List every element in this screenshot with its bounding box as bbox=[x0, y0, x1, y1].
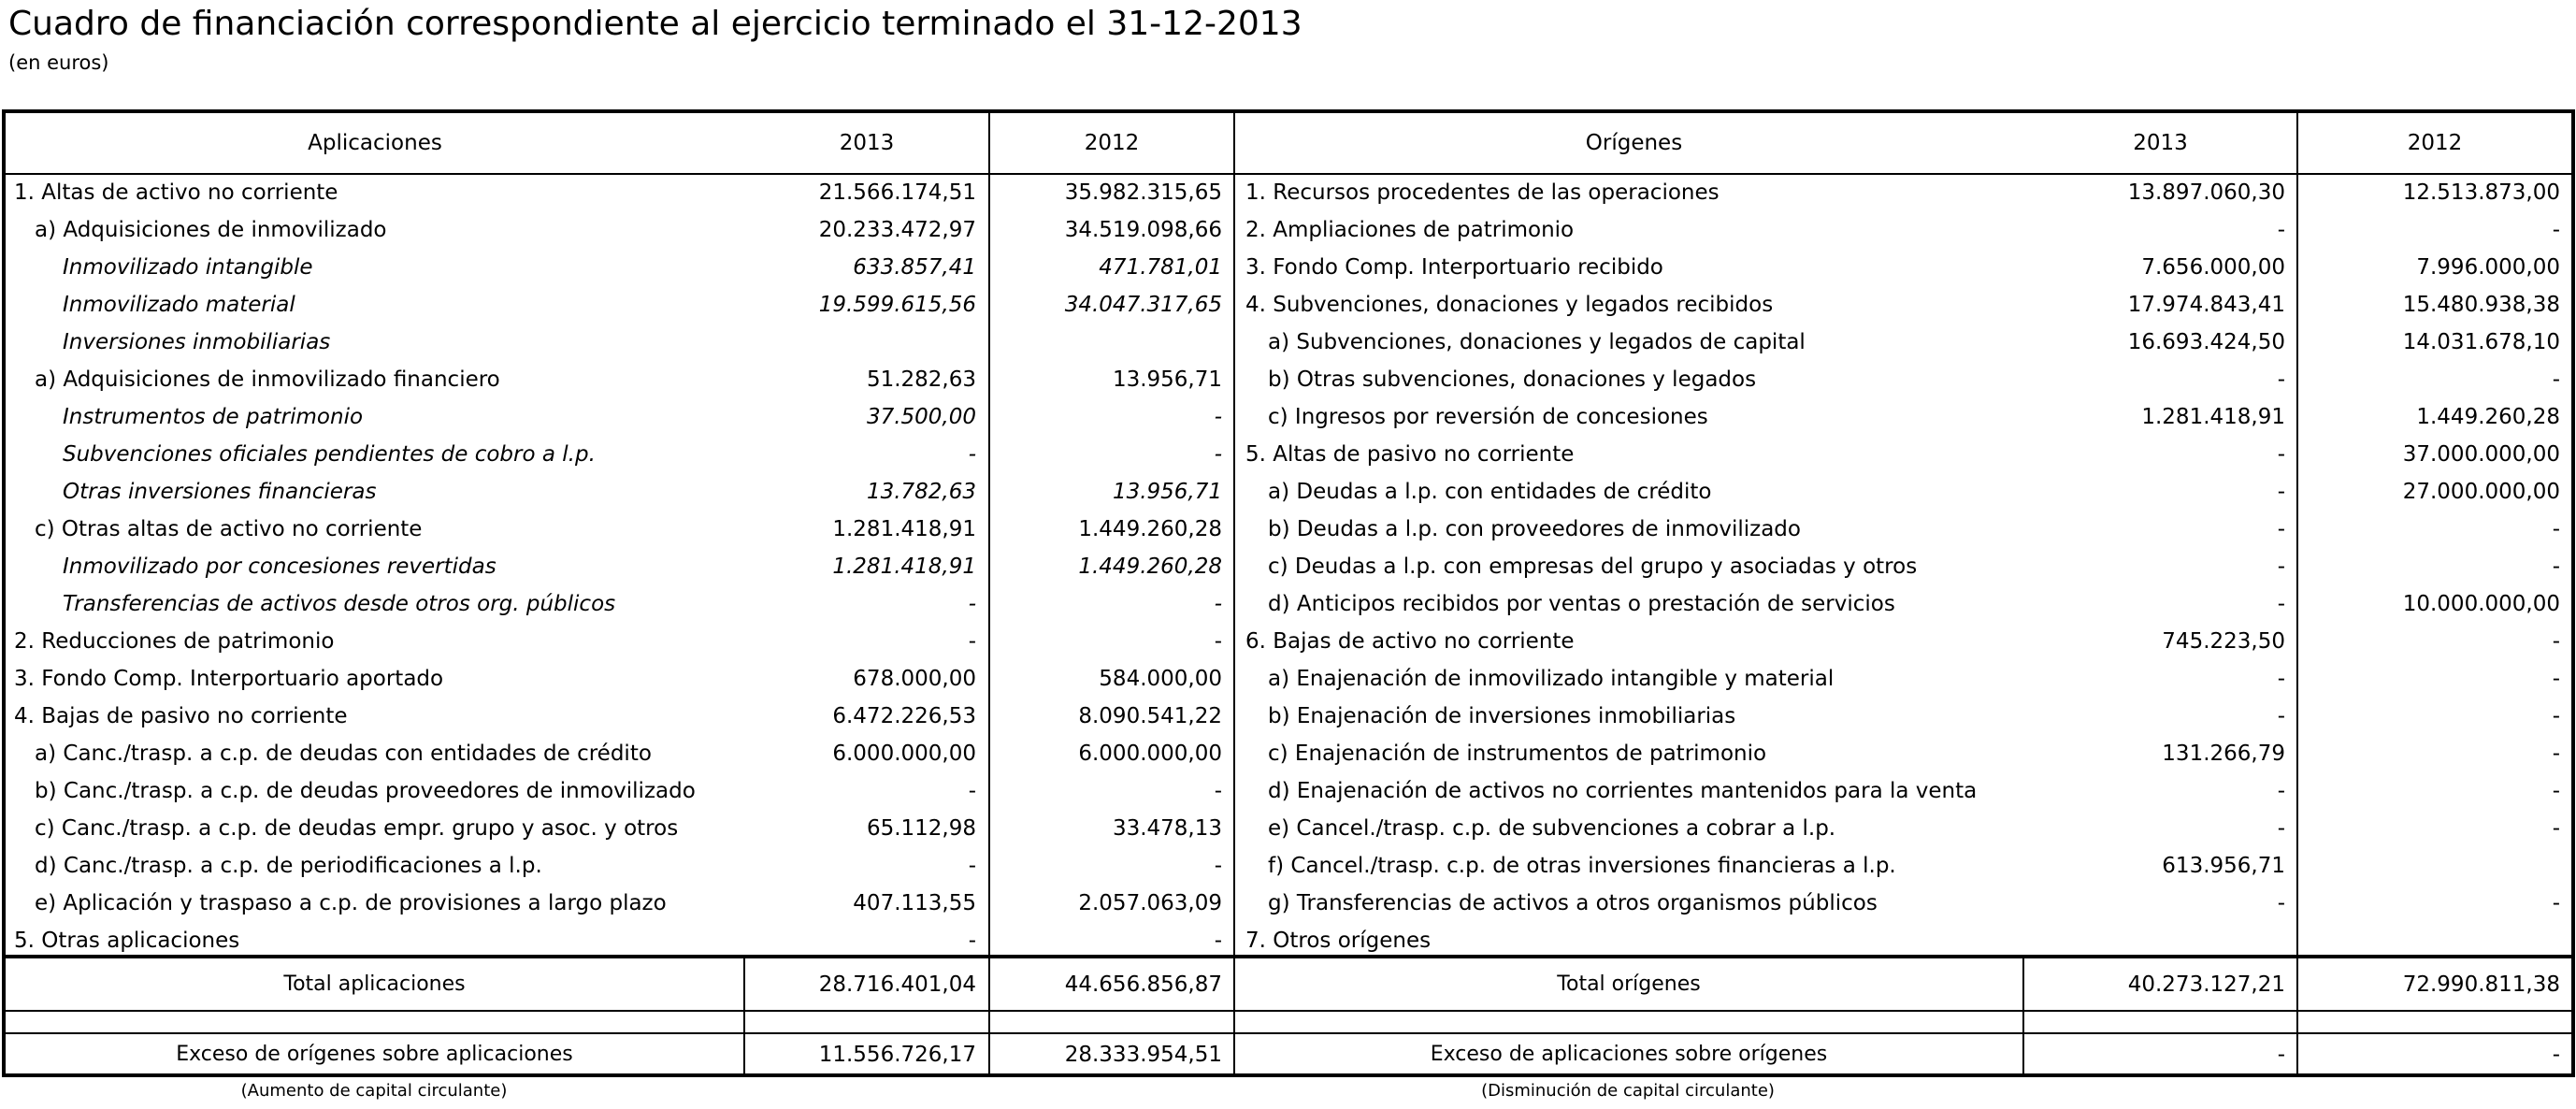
aplicaciones-row-2013: 1.281.418,91 bbox=[832, 554, 976, 579]
aplicaciones-row-label: 2. Reducciones de patrimonio bbox=[14, 629, 335, 654]
origenes-row-2013: 16.693.424,50 bbox=[2127, 330, 2285, 354]
aplicaciones-row-label: b) Canc./trasp. a c.p. de deudas proveedores de inmovilizado bbox=[35, 779, 696, 803]
origenes-row-label: g) Transferencias de activos a otros organismos públicos bbox=[1268, 891, 1878, 915]
aplicaciones-row-2012: 8.090.541,22 bbox=[1078, 704, 1222, 728]
total-aplicaciones-2012: 44.656.856,87 bbox=[1064, 972, 1222, 997]
origenes-row-label: a) Enajenación de inmovilizado intangible y material bbox=[1268, 667, 1835, 691]
origenes-row-2013: - bbox=[2277, 592, 2285, 616]
origenes-row-label: a) Deudas a l.p. con entidades de crédito bbox=[1268, 480, 1712, 504]
header-apl-2013: 2013 bbox=[839, 131, 895, 155]
origenes-row-2012: - bbox=[2552, 779, 2560, 803]
header-org-2013: 2013 bbox=[2133, 131, 2188, 155]
origenes-row-2013: 13.897.060,30 bbox=[2127, 180, 2285, 205]
aplicaciones-row-2013: - bbox=[968, 629, 976, 654]
aplicaciones-row-2013: 6.472.226,53 bbox=[832, 704, 976, 728]
origenes-row-2012: - bbox=[2552, 667, 2560, 691]
aplicaciones-row-2012: - bbox=[1214, 929, 1222, 953]
origenes-row-2012: 10.000.000,00 bbox=[2402, 592, 2560, 616]
origenes-row-label: d) Anticipos recibidos por ventas o prestación de servicios bbox=[1268, 592, 1895, 616]
origenes-row-2012: - bbox=[2552, 367, 2560, 392]
origenes-row-2013: - bbox=[2277, 517, 2285, 541]
origenes-row-2013: 131.266,79 bbox=[2162, 742, 2285, 766]
aplicaciones-row-2013: - bbox=[968, 592, 976, 616]
origenes-row-2013: - bbox=[2277, 218, 2285, 242]
aplicaciones-row-2012: - bbox=[1214, 854, 1222, 878]
exceso-aplicaciones-label: Exceso de aplicaciones sobre orígenes bbox=[1430, 1043, 1828, 1066]
exceso-aplicaciones-2012: - bbox=[2552, 1043, 2560, 1067]
aplicaciones-row-2012: 13.956,71 bbox=[1112, 480, 1222, 504]
origenes-row-label: c) Ingresos por reversión de concesiones bbox=[1268, 405, 1708, 429]
aplicaciones-row-2013: - bbox=[968, 854, 976, 878]
total-origenes-2013: 40.273.127,21 bbox=[2127, 972, 2285, 997]
aplicaciones-row-2012: 1.449.260,28 bbox=[1078, 554, 1222, 579]
totals-separator bbox=[4, 1010, 2573, 1012]
origenes-row-2013: 17.974.843,41 bbox=[2127, 293, 2285, 317]
blank-row-separator bbox=[4, 1032, 2573, 1034]
aplicaciones-row-2012: 6.000.000,00 bbox=[1078, 742, 1222, 766]
aplicaciones-row-2013: - bbox=[968, 929, 976, 953]
origenes-row-2012: 14.031.678,10 bbox=[2402, 330, 2560, 354]
origenes-row-2012: 7.996.000,00 bbox=[2416, 255, 2560, 280]
aplicaciones-row-2012: 1.449.260,28 bbox=[1078, 517, 1222, 541]
origenes-row-label: 4. Subvenciones, donaciones y legados recibidos bbox=[1245, 293, 1774, 317]
aplicaciones-row-2012: 471.781,01 bbox=[1099, 255, 1222, 280]
aplicaciones-row-label: a) Canc./trasp. a c.p. de deudas con entidades de crédito bbox=[35, 742, 652, 766]
header-aplicaciones: Aplicaciones bbox=[308, 131, 442, 155]
origenes-row-label: a) Subvenciones, donaciones y legados de capital bbox=[1268, 330, 1806, 354]
origenes-row-2013: - bbox=[2277, 704, 2285, 728]
aplicaciones-row-2012: - bbox=[1214, 442, 1222, 467]
aplicaciones-row-label: Inmovilizado por concesiones revertidas bbox=[63, 554, 496, 579]
origenes-row-2013: 613.956,71 bbox=[2162, 854, 2285, 878]
origenes-row-label: 6. Bajas de activo no corriente bbox=[1245, 629, 1575, 654]
header-separator bbox=[4, 173, 2573, 175]
aplicaciones-row-label: Subvenciones oficiales pendientes de cobro a l.p. bbox=[63, 442, 596, 467]
origenes-row-2012: 27.000.000,00 bbox=[2402, 480, 2560, 504]
header-org-2012: 2012 bbox=[2407, 131, 2463, 155]
aplicaciones-row-2012: 13.956,71 bbox=[1112, 367, 1222, 392]
divider-apl-org bbox=[1233, 111, 1235, 1075]
origenes-row-2013: - bbox=[2277, 816, 2285, 841]
aplicaciones-row-label: Inmovilizado intangible bbox=[63, 255, 313, 280]
origenes-row-label: b) Deudas a l.p. con proveedores de inmovilizado bbox=[1268, 517, 1801, 541]
origenes-row-2013: - bbox=[2277, 667, 2285, 691]
aplicaciones-row-2013: 633.857,41 bbox=[853, 255, 976, 280]
origenes-row-2012: - bbox=[2552, 816, 2560, 841]
aplicaciones-row-label: Inmovilizado material bbox=[63, 293, 295, 317]
aplicaciones-row-2013: - bbox=[968, 442, 976, 467]
origenes-row-label: c) Enajenación de instrumentos de patrimonio bbox=[1268, 742, 1767, 766]
aplicaciones-row-2013: 51.282,63 bbox=[866, 367, 976, 392]
page-title: Cuadro de financiación correspondiente al ejercicio terminado el 31-12-2013 bbox=[8, 5, 1302, 43]
total-origenes-label: Total orígenes bbox=[1557, 972, 1701, 996]
note-aumento-capital: (Aumento de capital circulante) bbox=[240, 1081, 508, 1101]
aplicaciones-row-label: 1. Altas de activo no corriente bbox=[14, 180, 338, 205]
aplicaciones-row-label: d) Canc./trasp. a c.p. de periodificaciones a l.p. bbox=[35, 854, 542, 878]
exceso-origenes-2013: 11.556.726,17 bbox=[818, 1043, 976, 1067]
origenes-row-label: c) Deudas a l.p. con empresas del grupo y asociadas y otros bbox=[1268, 554, 1918, 579]
aplicaciones-row-2012: - bbox=[1214, 629, 1222, 654]
aplicaciones-row-2013: 21.566.174,51 bbox=[818, 180, 976, 205]
aplicaciones-row-2013: 6.000.000,00 bbox=[832, 742, 976, 766]
origenes-row-2012: - bbox=[2552, 554, 2560, 579]
origenes-row-2012: 15.480.938,38 bbox=[2402, 293, 2560, 317]
origenes-row-2012: 1.449.260,28 bbox=[2416, 405, 2560, 429]
aplicaciones-row-2013: - bbox=[968, 779, 976, 803]
origenes-row-label: d) Enajenación de activos no corrientes mantenidos para la venta bbox=[1268, 779, 1978, 803]
body-separator bbox=[4, 955, 2573, 958]
aplicaciones-row-2013: 678.000,00 bbox=[853, 667, 976, 691]
aplicaciones-row-2012: 2.057.063,09 bbox=[1078, 891, 1222, 915]
origenes-row-2013: 7.656.000,00 bbox=[2141, 255, 2285, 280]
origenes-row-2013: - bbox=[2277, 367, 2285, 392]
origenes-row-2012: - bbox=[2552, 517, 2560, 541]
total-aplicaciones-2013: 28.716.401,04 bbox=[818, 972, 976, 997]
origenes-row-label: 5. Altas de pasivo no corriente bbox=[1245, 442, 1575, 467]
origenes-row-label: b) Enajenación de inversiones inmobiliarias bbox=[1268, 704, 1736, 728]
exceso-aplicaciones-2013: - bbox=[2277, 1043, 2285, 1067]
aplicaciones-row-label: e) Aplicación y traspaso a c.p. de provisiones a largo plazo bbox=[35, 891, 667, 915]
aplicaciones-row-2012: 34.047.317,65 bbox=[1064, 293, 1222, 317]
aplicaciones-row-2013: 20.233.472,97 bbox=[818, 218, 976, 242]
aplicaciones-row-label: Instrumentos de patrimonio bbox=[63, 405, 364, 429]
origenes-row-2012: - bbox=[2552, 742, 2560, 766]
aplicaciones-row-2012: 34.519.098,66 bbox=[1064, 218, 1222, 242]
aplicaciones-row-label: 5. Otras aplicaciones bbox=[14, 929, 240, 953]
aplicaciones-row-2012: - bbox=[1214, 592, 1222, 616]
origenes-row-2013: - bbox=[2277, 891, 2285, 915]
aplicaciones-row-2012: 35.982.315,65 bbox=[1064, 180, 1222, 205]
aplicaciones-row-label: Transferencias de activos desde otros org. públicos bbox=[63, 592, 616, 616]
aplicaciones-row-label: 3. Fondo Comp. Interportuario aportado bbox=[14, 667, 444, 691]
total-aplicaciones-label: Total aplicaciones bbox=[283, 972, 466, 996]
aplicaciones-row-2013: 37.500,00 bbox=[866, 405, 976, 429]
origenes-row-2013: - bbox=[2277, 779, 2285, 803]
origenes-row-label: 1. Recursos procedentes de las operaciones bbox=[1245, 180, 1720, 205]
aplicaciones-row-label: a) Adquisiciones de inmovilizado financiero bbox=[35, 367, 500, 392]
aplicaciones-row-2012: 584.000,00 bbox=[1099, 667, 1222, 691]
aplicaciones-row-2013: 1.281.418,91 bbox=[832, 517, 976, 541]
origenes-row-2012: - bbox=[2552, 891, 2560, 915]
origenes-row-2013: 745.223,50 bbox=[2162, 629, 2285, 654]
origenes-row-2012: 12.513.873,00 bbox=[2402, 180, 2560, 205]
origenes-row-label: 2. Ampliaciones de patrimonio bbox=[1245, 218, 1575, 242]
aplicaciones-row-label: a) Adquisiciones de inmovilizado bbox=[35, 218, 387, 242]
origenes-row-label: 7. Otros orígenes bbox=[1245, 929, 1432, 953]
origenes-row-2012: 37.000.000,00 bbox=[2402, 442, 2560, 467]
note-disminucion-capital: (Disminución de capital circulante) bbox=[1481, 1081, 1775, 1101]
origenes-row-label: e) Cancel./trasp. c.p. de subvenciones a cobrar a l.p. bbox=[1268, 816, 1836, 841]
total-origenes-2012: 72.990.811,38 bbox=[2402, 972, 2560, 997]
origenes-row-2012: - bbox=[2552, 704, 2560, 728]
header-apl-2012: 2012 bbox=[1084, 131, 1140, 155]
origenes-row-2013: - bbox=[2277, 480, 2285, 504]
aplicaciones-row-2013: 407.113,55 bbox=[853, 891, 976, 915]
aplicaciones-row-2013: 65.112,98 bbox=[866, 816, 976, 841]
aplicaciones-row-2013: 13.782,63 bbox=[866, 480, 976, 504]
aplicaciones-row-label: c) Otras altas de activo no corriente bbox=[35, 517, 423, 541]
origenes-row-label: b) Otras subvenciones, donaciones y legados bbox=[1268, 367, 1757, 392]
aplicaciones-row-2012: 33.478,13 bbox=[1112, 816, 1222, 841]
exceso-origenes-2012: 28.333.954,51 bbox=[1064, 1043, 1222, 1067]
origenes-row-2013: - bbox=[2277, 442, 2285, 467]
origenes-row-label: f) Cancel./trasp. c.p. de otras inversiones financieras a l.p. bbox=[1268, 854, 1896, 878]
origenes-row-2012: - bbox=[2552, 218, 2560, 242]
aplicaciones-row-label: 4. Bajas de pasivo no corriente bbox=[14, 704, 348, 728]
origenes-row-2013: - bbox=[2277, 554, 2285, 579]
origenes-row-label: 3. Fondo Comp. Interportuario recibido bbox=[1245, 255, 1663, 280]
aplicaciones-row-label: Otras inversiones financieras bbox=[63, 480, 377, 504]
origenes-row-2013: 1.281.418,91 bbox=[2141, 405, 2285, 429]
aplicaciones-row-2012: - bbox=[1214, 405, 1222, 429]
aplicaciones-row-2012: - bbox=[1214, 779, 1222, 803]
page-subtitle: (en euros) bbox=[8, 51, 109, 74]
aplicaciones-row-label: c) Canc./trasp. a c.p. de deudas empr. grupo y asoc. y otros bbox=[35, 816, 679, 841]
origenes-row-2012: - bbox=[2552, 629, 2560, 654]
aplicaciones-row-2013: 19.599.615,56 bbox=[818, 293, 976, 317]
aplicaciones-row-label: Inversiones inmobiliarias bbox=[63, 330, 331, 354]
exceso-origenes-label: Exceso de orígenes sobre aplicaciones bbox=[176, 1043, 573, 1066]
header-origenes: Orígenes bbox=[1585, 131, 1683, 155]
